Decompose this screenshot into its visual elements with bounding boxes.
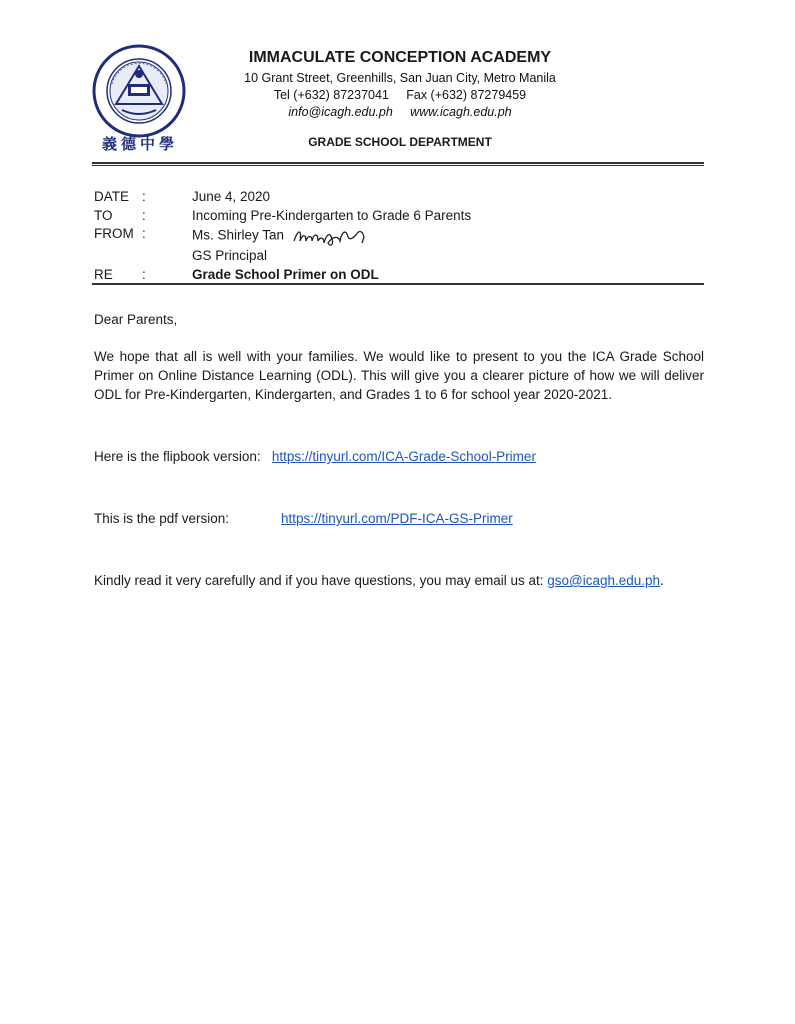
from-label: FROM (94, 226, 134, 241)
from-value: Ms. Shirley Tan (192, 227, 285, 243)
flipbook-link[interactable]: https://tinyurl.com/ICA-Grade-School-Primer (271, 449, 536, 464)
body-paragraph: We hope that all is well with your families. We would like to present to you the ICA Grade School Primer on Online Distance Learning (ODL). This will give you a clearer picture of how we will deliver ODL for Pre-Kindergarten, Kindergarten, and Grades 1 to 6 for school year 2020-2021. (94, 349, 704, 402)
flipbook-line (94, 447, 704, 466)
header-divider-thin (92, 165, 704, 166)
closing-text: Kindly read it very carefully and if you have questions, you may email us at: (94, 573, 544, 588)
to-colon: : (142, 207, 146, 223)
department-name: GRADE SCHOOL DEPARTMENT (308, 135, 492, 149)
pdf-label: This is the pdf version: (94, 511, 230, 526)
memo-from-title-row (94, 247, 592, 266)
date-colon: : (142, 189, 146, 204)
flipbook-label: Here is the flipbook version: (94, 449, 261, 464)
signature-icon (292, 225, 370, 247)
memo-re-row (94, 266, 592, 285)
pdf-link[interactable]: https://tinyurl.com/PDF-ICA-GS-Primer (281, 511, 513, 526)
chinese-school-name: 義德中學 (102, 135, 179, 153)
re-colon: : (142, 266, 146, 282)
to-value: Incoming Pre-Kindergarten to Grade 6 Parents (192, 207, 472, 223)
closing-period: . (660, 573, 664, 588)
memo-to-row (94, 207, 592, 226)
header-divider (92, 162, 704, 164)
school-phone: Tel (+632) 87237041 Fax (+632) 87279459 (273, 88, 527, 102)
school-address: 10 Grant Street, Greenhills, San Juan City, Metro Manila (244, 71, 556, 85)
school-seal-logo (92, 44, 186, 138)
memo-divider (92, 283, 704, 285)
school-web: info@icagh.edu.ph www.icagh.edu.ph (288, 105, 512, 119)
memo-header (94, 188, 592, 284)
from-value-wrap (192, 225, 592, 247)
email-link[interactable]: gso@icagh.edu.ph (547, 573, 661, 588)
school-name: IMMACULATE CONCEPTION ACADEMY (248, 49, 552, 66)
greeting: Dear Parents, (94, 312, 178, 327)
from-colon: : (142, 226, 146, 241)
school-address-block (200, 70, 600, 121)
closing-line (94, 571, 704, 590)
date-value: June 4, 2020 (192, 189, 271, 204)
re-label: RE (94, 266, 113, 282)
re-value: Grade School Primer on ODL (192, 266, 379, 282)
pdf-line (94, 509, 704, 528)
date-label: DATE (94, 189, 130, 204)
memo-date-row (94, 188, 592, 207)
from-title: GS Principal (192, 248, 268, 263)
memo-from-row (94, 225, 592, 247)
to-label: TO (94, 207, 113, 223)
